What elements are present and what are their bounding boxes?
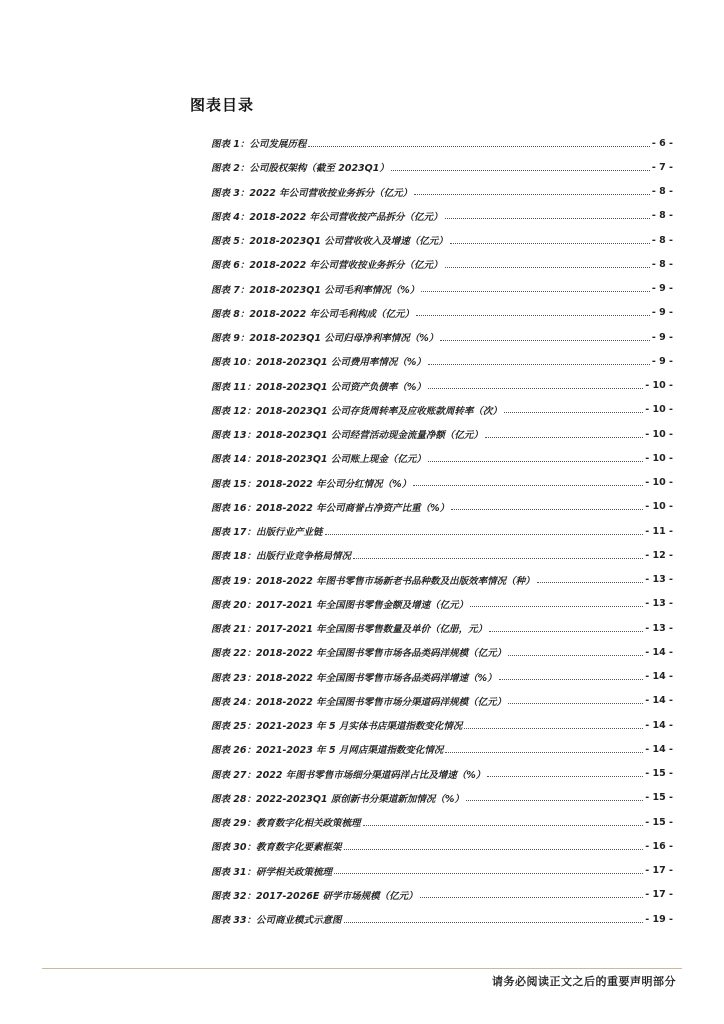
toc-entry[interactable] [211,689,673,713]
toc-entry-page: - 14 - [645,646,673,658]
toc-entry[interactable] [211,616,673,640]
toc-entry[interactable] [211,859,673,883]
toc-entry[interactable] [211,277,673,301]
toc-entry[interactable] [211,446,673,470]
toc-entry-page: - 10 - [645,477,673,489]
toc-entry-page: - 10 - [645,501,673,513]
toc-entry[interactable] [211,834,673,858]
toc-entry-label: 图表 16：2018-2022 年公司商誉占净资产比重（%） [211,502,450,514]
toc-entry-page: - 9 - [651,283,673,295]
toc-entry-page: - 14 - [645,695,673,707]
toc-dot-leader [391,170,650,171]
toc-entry-page: - 8 - [651,258,673,270]
toc-entry[interactable] [211,180,673,204]
toc-entry-label: 图表 19：2018-2022 年图书零售市场新老书品种数及出版效率情况（种） [211,575,535,587]
toc-dot-leader [451,509,643,510]
toc-entry[interactable] [211,471,673,495]
toc-dot-leader [440,340,650,341]
toc-entry-label: 图表 25：2021-2023 年 5 月实体书店渠道指数变化情况 [211,721,463,733]
toc-entry-label: 图表 15：2018-2022 年公司分红情况（%） [211,478,412,490]
toc-entry-page: - 17 - [645,865,673,877]
toc-entry-label: 图表 6：2018-2022 年公司营收按业务拆分（亿元） [211,260,443,272]
toc-entry[interactable] [211,592,673,616]
toc-dot-leader [499,679,644,680]
toc-dot-leader [353,558,643,559]
toc-entry-label: 图表 11：2018-2023Q1 公司资产负债率（%） [211,381,426,393]
toc-entry[interactable] [211,762,673,786]
toc-entry[interactable] [211,713,673,737]
toc-entry-label: 图表 20：2017-2021 年全国图书零售金额及增速（亿元） [211,599,469,611]
toc-entry-label: 图表 10：2018-2023Q1 公司费用率情况（%） [211,357,426,369]
toc-entry-page: - 10 - [645,380,673,392]
toc-dot-leader [464,728,643,729]
toc-entry-page: - 8 - [651,210,673,222]
toc-dot-leader [489,631,643,632]
toc-entry-label: 图表 1：公司发展历程 [211,139,307,151]
toc-entry-label: 图表 13：2018-2023Q1 公司经营活动现金流量净额（亿元） [211,430,483,442]
toc-entry[interactable] [211,301,673,325]
toc-entry[interactable] [211,737,673,761]
toc-entry-label: 图表 3：2022 年公司营收按业务拆分（亿元） [211,187,413,199]
toc-entry-label: 图表 31：研学相关政策梳理 [211,866,333,878]
toc-entry-label: 图表 29：教育数字化相关政策梳理 [211,818,361,830]
toc-dot-leader [308,146,649,147]
toc-entry-label: 图表 14：2018-2023Q1 公司账上现金（亿元） [211,454,426,466]
footer-disclaimer: 请务必阅读正文之后的重要声明部分 [492,975,676,988]
toc-entry[interactable] [211,640,673,664]
toc-entry-page: - 10 - [645,452,673,464]
toc-dot-leader [445,267,650,268]
toc-entry-label: 图表 24：2018-2022 年全国图书零售市场分渠道码洋规模（亿元） [211,696,507,708]
toc-entry-page: - 15 - [645,792,673,804]
toc-dot-leader [414,194,650,195]
toc-entry[interactable] [211,228,673,252]
toc-dot-leader [508,655,643,656]
toc-entry-page: - 14 - [645,719,673,731]
toc-entry-label: 图表 7：2018-2023Q1 公司毛利率情况（%） [211,284,420,296]
toc-entry-label: 图表 12：2018-2023Q1 公司存货周转率及应收账款周转率（次） [211,405,502,417]
toc-entry[interactable] [211,374,673,398]
toc-entry-page: - 16 - [645,840,673,852]
toc-entry-label: 图表 21：2017-2021 年全国图书零售数量及单价（亿册，元） [211,624,488,636]
toc-entry-label: 图表 22：2018-2022 年全国图书零售市场各品类码洋规模（亿元） [211,648,507,660]
toc-entry-page: - 10 - [645,428,673,440]
toc-entry-page: - 13 - [645,574,673,586]
toc-entry-page: - 15 - [645,816,673,828]
toc-entry-page: - 11 - [645,525,673,537]
toc-entry-page: - 13 - [645,598,673,610]
toc-dot-leader [508,703,643,704]
toc-entry[interactable] [211,495,673,519]
toc-entry-label: 图表 23：2018-2022 年全国图书零售市场各品类码洋增速（%） [211,672,497,684]
page-title: 图表目录 [190,96,255,114]
toc-dot-leader [416,315,650,316]
toc-dot-leader [487,776,643,777]
toc-entry-page: - 8 - [651,186,673,198]
toc-entry[interactable] [211,568,673,592]
toc-entry-page: - 9 - [651,331,673,343]
toc-entry-label: 图表 28：2022-2023Q1 原创新书分渠道新加情况（%） [211,793,464,805]
toc-dot-leader [428,364,650,365]
toc-dot-leader [421,291,650,292]
toc-entry-label: 图表 18：出版行业竞争格局情况 [211,551,352,563]
toc-dot-leader [428,388,643,389]
toc-entry[interactable] [211,907,673,931]
toc-entry[interactable] [211,155,673,179]
toc-entry[interactable] [211,325,673,349]
toc-entry-page: - 17 - [645,889,673,901]
toc-entry-label: 图表 5：2018-2023Q1 公司营收收入及增速（亿元） [211,236,448,248]
toc-dot-leader [363,825,644,826]
toc-entry-label: 图表 33：公司商业模式示意图 [211,915,342,927]
toc-dot-leader [450,243,650,244]
toc-entry-label: 图表 30：教育数字化要素框架 [211,842,342,854]
toc-entry[interactable] [211,131,673,155]
toc-entry[interactable] [211,883,673,907]
toc-entry-label: 图表 27：2022 年图书零售市场细分渠道码洋占比及增速（%） [211,769,486,781]
toc-entry-page: - 8 - [651,234,673,246]
toc-entry-page: - 15 - [645,768,673,780]
toc-entry-page: - 14 - [645,671,673,683]
toc-dot-leader [537,582,644,583]
toc-entry-label: 图表 26：2021-2023 年 5 月网店渠道指数变化情况 [211,745,444,757]
toc-entry-page: - 13 - [645,622,673,634]
footer-divider [42,968,682,969]
toc-entry-label: 图表 8：2018-2022 年公司毛利构成（亿元） [211,308,415,320]
toc-entry[interactable] [211,810,673,834]
toc-dot-leader [428,461,643,462]
toc-entry[interactable] [211,665,673,689]
toc-entry-label: 图表 9：2018-2023Q1 公司归母净利率情况（%） [211,333,439,345]
toc-dot-leader [485,437,643,438]
toc-entry-page: - 14 - [645,743,673,755]
toc-dot-leader [466,800,643,801]
toc-dot-leader [420,897,644,898]
toc-entry[interactable] [211,398,673,422]
toc-entry-page: - 9 - [651,355,673,367]
toc-entry[interactable] [211,786,673,810]
toc-entry-page: - 7 - [651,161,673,173]
toc-entry[interactable] [211,543,673,567]
toc-entry-label: 图表 2：公司股权架构（截至 2023Q1） [211,163,389,175]
toc-dot-leader [344,849,644,850]
toc-dot-leader [334,873,643,874]
toc-entry-page: - 10 - [645,404,673,416]
toc-entry[interactable] [211,204,673,228]
toc-dot-leader [325,534,644,535]
toc-entry-page: - 12 - [645,549,673,561]
toc-entry-page: - 19 - [645,913,673,925]
toc-dot-leader [504,412,643,413]
toc-entry-page: - 6 - [651,137,673,149]
toc-entry-label: 图表 17：出版行业产业链 [211,527,323,539]
toc-entry-label: 图表 4：2018-2022 年公司营收按产品拆分（亿元） [211,211,443,223]
toc-dot-leader [470,606,643,607]
toc-dot-leader [445,752,643,753]
table-of-figures [211,131,673,931]
toc-entry[interactable] [211,349,673,373]
toc-entry[interactable] [211,252,673,276]
toc-dot-leader [344,922,644,923]
toc-entry[interactable] [211,422,673,446]
toc-entry[interactable] [211,519,673,543]
toc-dot-leader [413,485,643,486]
toc-entry-label: 图表 32：2017-2026E 研学市场规模（亿元） [211,890,418,902]
toc-entry-page: - 9 - [651,307,673,319]
toc-dot-leader [445,218,650,219]
